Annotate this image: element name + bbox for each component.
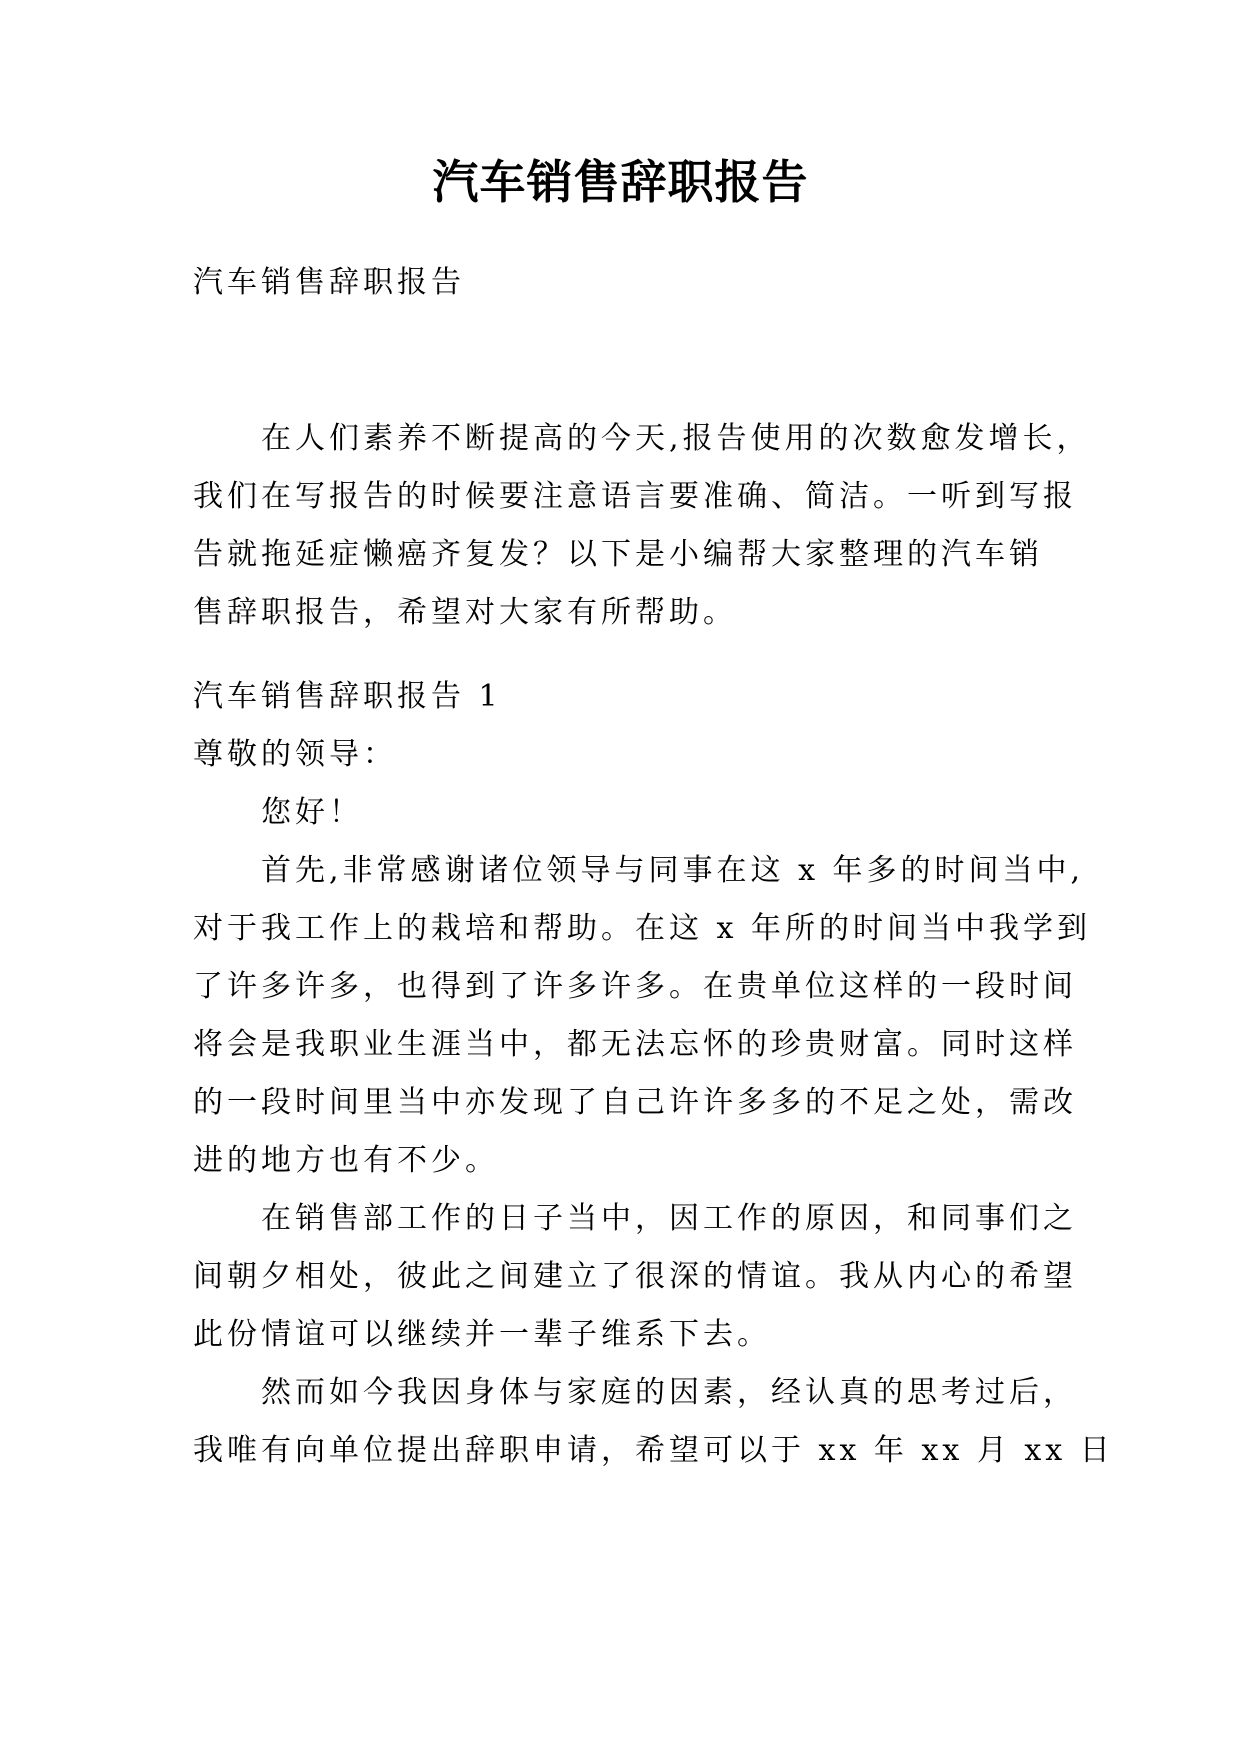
paragraph3-line: 然而如今我因身体与家庭的因素，经认真的思考过后， [261, 1375, 1077, 1410]
letter-body [193, 668, 1114, 1480]
greeting: 您好！ [261, 795, 363, 830]
paragraph2-line: 在销售部工作的日子当中，因工作的原因，和同事们之 [261, 1201, 1077, 1236]
subtitle-line: 汽车销售辞职报告 [193, 265, 465, 300]
intro-line: 在人们素养不断提高的今天,报告使用的次数愈发增长， [261, 421, 1091, 456]
intro-line: 告就拖延症懒癌齐复发？以下是小编帮大家整理的汽车销 [193, 537, 1043, 572]
paragraph2-line: 此份情谊可以继续并一辈子维系下去。 [193, 1317, 771, 1352]
paragraph1-line: 的一段时间里当中亦发现了自己许许多多的不足之处，需改 [193, 1085, 1077, 1120]
paragraph1-line: 将会是我职业生涯当中，都无法忘怀的珍贵财富。同时这样 [193, 1027, 1077, 1062]
salutation: 尊敬的领导： [193, 737, 397, 772]
section-heading: 汽车销售辞职报告 1 [193, 679, 502, 714]
intro-line: 售辞职报告，希望对大家有所帮助。 [193, 595, 737, 630]
document-title: 汽车销售辞职报告 [432, 155, 809, 209]
paragraph1-line: 首先,非常感谢诸位领导与同事在这 x 年多的时间当中, [261, 853, 1085, 888]
paragraph1-line: 进的地方也有不少。 [193, 1143, 499, 1178]
paragraph2-line: 间朝夕相处，彼此之间建立了很深的情谊。我从内心的希望 [193, 1259, 1077, 1294]
paragraph3-line: 我唯有向单位提出辞职申请，希望可以于 xx 年 xx 月 xx 日 [193, 1433, 1114, 1468]
paragraph1-line: 对于我工作上的栽培和帮助。在这 x 年所的时间当中我学到 [193, 911, 1091, 946]
document-subtitle [193, 254, 1053, 312]
paragraph1-line: 了许多许多，也得到了许多许多。在贵单位这样的一段时间 [193, 969, 1077, 1004]
intro-line: 我们在写报告的时候要注意语言要准确、简洁。一听到写报 [193, 479, 1077, 514]
intro-paragraph [193, 410, 1091, 642]
